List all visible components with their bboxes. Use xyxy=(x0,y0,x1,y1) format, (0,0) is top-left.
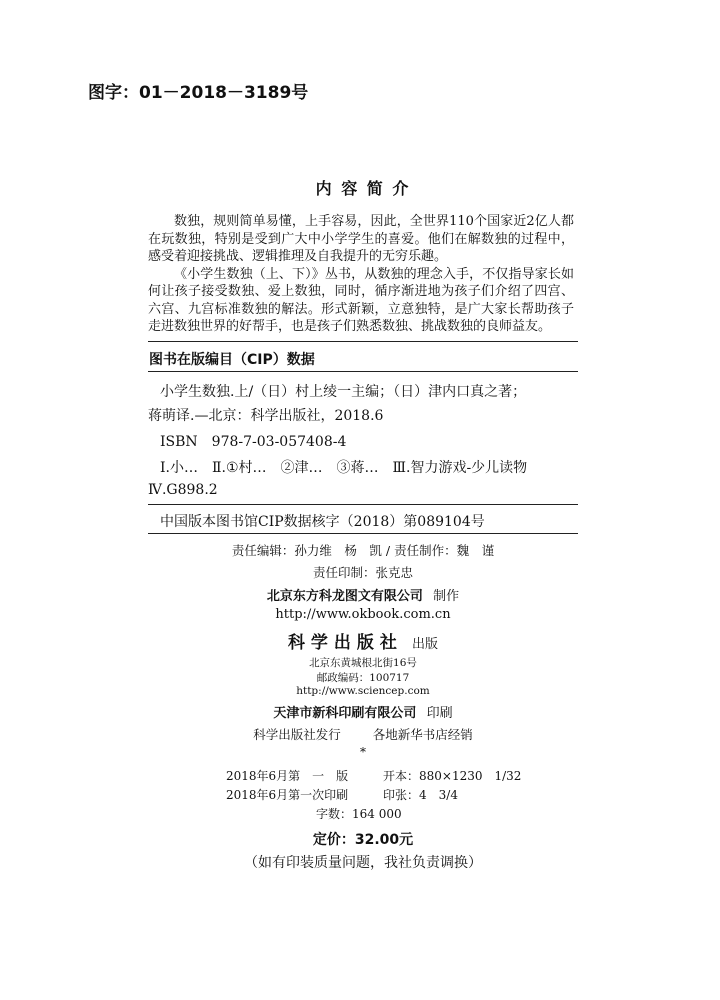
intro-paragraph-2: 《小学生数独（上、下）》丛书，从数独的理念入手，不仅指导家长如何让孩子接受数独、爱上数独，同时，循序渐进地为孩子们介绍了四宫、六宫、九宫标准数独的解法。形式新颖，立意独特，是广大家长帮助孩子走进数独世界的好帮手，也是孩子们熟悉数独、挑战数独的良师益友。 xyxy=(148,266,574,334)
editors-line: 责任编辑：孙力维 杨 凯 / 责任制作：魏 谨 xyxy=(231,543,495,558)
publisher-role: 出版 xyxy=(412,637,439,652)
publisher-line xyxy=(148,628,578,653)
printing-line: 2018年6月第一次印刷 xyxy=(226,788,349,802)
isbn: ISBN 978-7-03-057408-4 xyxy=(160,434,347,450)
distribution-line xyxy=(148,725,578,743)
intro-paragraph-1: 数独，规则简单易懂，上手容易，因此，全世界110个国家近2亿人都在玩数独，特别是受到广大中小学学生的喜爱。他们在解数独的过程中，感受着迎接挑战、逻辑推理及自我提升的无穷乐趣。 xyxy=(148,214,574,264)
intro-title: 内 容 简 介 xyxy=(315,179,411,198)
publisher-url: http://www.sciencep.com xyxy=(296,685,430,697)
divider-top xyxy=(148,341,578,342)
subjects-line-2: Ⅳ.G898.2 xyxy=(148,482,218,498)
distributor: 科学出版社发行 xyxy=(253,727,341,742)
notice: （如有印装质量问题，我社负责调换） xyxy=(244,855,482,871)
sheets: 印张：4 3/4 xyxy=(383,788,458,802)
printer-name: 天津市新科印刷有限公司 xyxy=(273,706,417,721)
publisher-name: 科学出版社 xyxy=(287,633,403,653)
cip-check-number: 中国版本图书馆CIP数据核字（2018）第089104号 xyxy=(160,514,485,530)
divider-cip-number xyxy=(148,504,578,505)
producer-name: 北京东方科龙图文有限公司 xyxy=(266,589,423,604)
producer-url: http://www.okbook.com.cn xyxy=(275,607,451,622)
printer-role: 印刷 xyxy=(426,706,453,721)
separator-star: * xyxy=(360,745,366,759)
printer-line xyxy=(148,702,578,721)
cip-record-line-1: 小学生数独.上/（日）村上绫一主编；（日）津内口真之著； xyxy=(160,384,527,400)
price: 定价：32.00元 xyxy=(312,832,414,848)
postal-code: 邮政编码：100717 xyxy=(316,672,410,684)
format: 开本：880×1230 1/32 xyxy=(383,769,522,783)
publisher-address: 北京东黄城根北街16号 xyxy=(309,657,417,669)
print-supervisor: 责任印制：张克忠 xyxy=(312,565,413,580)
intro-body xyxy=(148,213,574,336)
producer-role: 制作 xyxy=(433,589,460,604)
cip-record-line-2: 蒋萌译.—北京：科学出版社，2018.6 xyxy=(148,408,384,424)
cip-heading: 图书在版编目（CIP）数据 xyxy=(149,352,315,368)
word-count: 字数：164 000 xyxy=(316,807,402,821)
retail: 各地新华书店经销 xyxy=(372,727,473,742)
divider-bottom xyxy=(148,533,578,534)
subjects-line-1: Ⅰ.小… Ⅱ.①村… ②津… ③蒋… Ⅲ.智力游戏-少儿读物 xyxy=(160,460,528,476)
permit-number: 图字：01－2018－3189号 xyxy=(88,83,309,103)
producer-line xyxy=(148,585,578,604)
divider-cip-heading xyxy=(148,371,578,372)
edition-line: 2018年6月第 一 版 xyxy=(226,769,349,783)
